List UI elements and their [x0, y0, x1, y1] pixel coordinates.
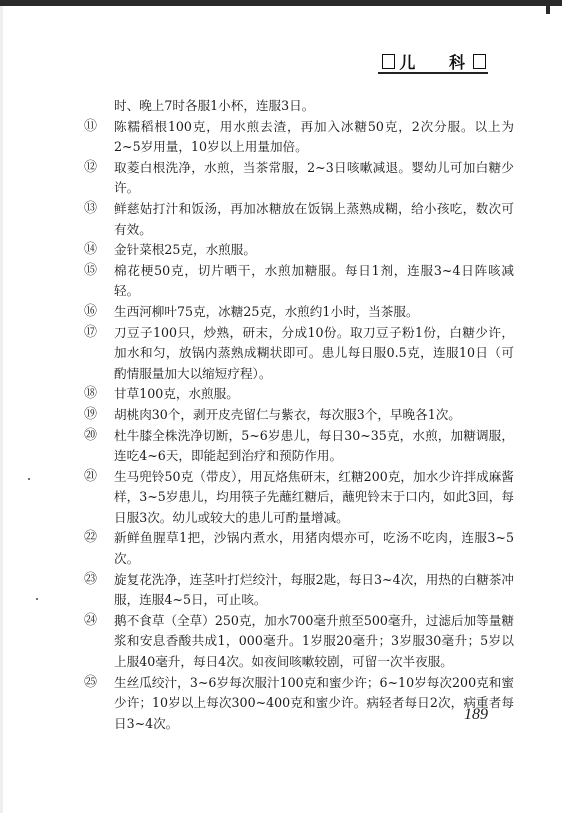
scan-top-border — [0, 0, 562, 6]
remedy-item — [84, 570, 514, 611]
remedy-text: 鹅不食草（全草）250克，加水700毫升煎至500毫升，过滤后加等量糖浆和安息香酸共成1，000毫升。1岁服20毫升；3岁服30毫升；5岁以上服40毫升，每日4次。如夜间咳嗽较剧，可留一次半夜服。 — [114, 612, 514, 670]
header-box-right-icon — [473, 54, 486, 69]
remedy-text: 胡桃肉30个，剥开皮壳留仁与紫衣，每次服3个，早晚各1次。 — [114, 406, 461, 422]
page-number: 189 — [464, 706, 488, 723]
header-title: 儿 科 — [399, 53, 479, 72]
remedy-number: ⑳ — [84, 427, 98, 443]
header-rule — [378, 72, 488, 74]
remedy-item — [84, 117, 514, 158]
remedy-number: ⑪ — [84, 118, 98, 134]
remedy-number: ⑭ — [84, 242, 98, 258]
remedy-item — [84, 467, 514, 529]
remedy-number: ⑬ — [84, 200, 98, 216]
remedy-number: ⑲ — [84, 406, 98, 422]
remedy-item — [84, 611, 514, 673]
remedy-number: ㉑ — [84, 468, 98, 484]
remedy-text: 棉花梗50克，切片晒干，水煎加糖服。每日1剂，连服3~4日阵咳减轻。 — [114, 262, 514, 299]
remedy-number: ⑯ — [84, 303, 98, 319]
remedy-number: ⑱ — [84, 386, 98, 402]
continuation-text: 时、晚上7时各服1小杯，连服3日。 — [114, 98, 315, 113]
remedy-item — [84, 302, 514, 323]
remedy-text: 旋复花洗净，连茎叶打烂绞汁，每服2匙，每日3~4次，用热的白糖茶冲服，连服4~5日，可止咳。 — [114, 571, 514, 608]
remedy-text: 金针菜根25克，水煎服。 — [114, 242, 256, 258]
remedy-text: 鲜慈姑打汁和饭汤，再加冰糖放在饭锅上蒸熟成糊，给小孩吃，数次可有效。 — [114, 200, 514, 237]
remedy-item — [84, 384, 514, 405]
remedy-item — [84, 673, 514, 735]
header-box-left-icon — [382, 54, 395, 69]
remedy-number: ㉔ — [84, 612, 98, 628]
running-header — [382, 50, 486, 73]
remedy-text: 生丝瓜绞汁，3~6岁每次服汁100克和蜜少许；6~10岁每次200克和蜜少许；10岁以上每次300~400克和蜜少许。病轻者每日2次，病重者每日3~4次。 — [114, 674, 514, 731]
scan-speck — [28, 478, 30, 480]
remedy-item — [84, 261, 514, 302]
remedy-item — [84, 528, 514, 569]
page-left-edge — [0, 0, 3, 813]
remedy-item — [84, 405, 514, 426]
remedy-item — [84, 199, 514, 240]
remedy-text: 陈糯稻根100克，用水煎去渣，再加入冰糖50克，2次分服。以上为2~5岁用量，10岁以上用量加倍。 — [114, 118, 514, 155]
page-body — [84, 96, 514, 734]
scan-speck — [36, 598, 38, 600]
remedy-list — [84, 117, 514, 735]
remedy-number: ㉓ — [84, 571, 98, 587]
remedy-number: ⑮ — [84, 262, 98, 278]
remedy-number: ⑰ — [84, 324, 98, 340]
remedy-number: ㉕ — [84, 674, 98, 690]
remedy-text: 杜牛膝全株洗净切断，5~6岁患儿，每日30~35克，水煎，加糖调服，连吃4~6天，即能起到治疗和预防作用。 — [114, 427, 514, 464]
remedy-text: 生马兜铃50克（带皮），用瓦烙焦研末，红糖200克，加水少许拌成麻酱样，3~5岁患儿，均用筷子先蘸红糖后，蘸兜铃末于口内，如此3回，每日服3次。幼儿或较大的患儿可酌量增减。 — [114, 468, 514, 525]
remedy-text: 甘草100克，水煎服。 — [114, 386, 239, 402]
remedy-number: ⑫ — [84, 159, 98, 175]
remedy-text: 生西河柳叶75克，冰糖25克，水煎约1小时，当茶服。 — [114, 303, 419, 319]
remedy-item — [84, 426, 514, 467]
remedy-number: ㉒ — [84, 530, 98, 546]
scan-corner-mark — [546, 6, 550, 14]
remedy-item — [84, 158, 514, 199]
remedy-text: 刀豆子100只，炒熟，研末，分成10份。取刀豆子粉1份，白糖少许，加水和匀，放锅内蒸熟成糊状即可。患儿每日服0.5克，连服10日（可酌情服量加大以缩短疗程）。 — [114, 324, 514, 381]
remedy-item — [84, 323, 514, 385]
remedy-text: 新鲜鱼腥草1把，沙锅内煮水，用猪肉煨亦可，吃汤不吃肉，连服3~5次。 — [114, 530, 514, 567]
remedy-text: 取菱白根洗净，水煎，当茶常服，2~3日咳嗽减退。婴幼儿可加白糖少许。 — [114, 159, 514, 196]
remedy-item — [84, 240, 514, 261]
